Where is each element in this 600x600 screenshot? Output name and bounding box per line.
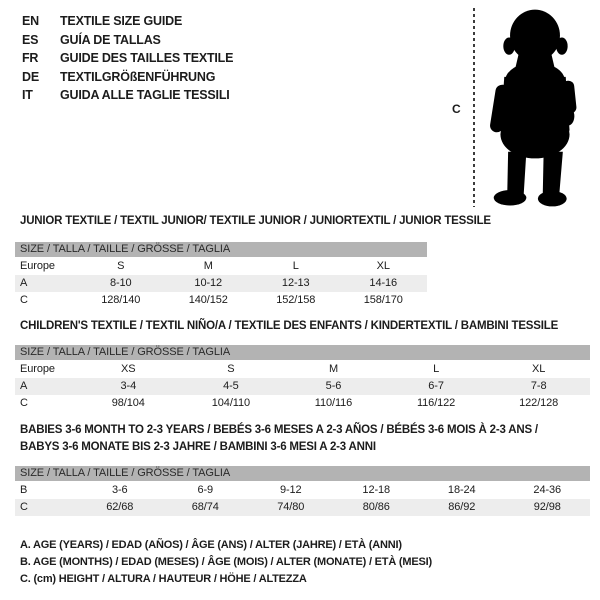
cell: 116/122 (416, 397, 456, 409)
cell: 62/68 (106, 501, 134, 513)
language-row-it (22, 86, 233, 105)
cell: 98/104 (111, 397, 145, 409)
babies-table-title-line1: BABIES 3-6 MONTH TO 2-3 YEARS / BEBÉS 3-6 MESES A 2-3 AÑOS / BÉBÉS 3-6 MOIS À 2-3 ANS / (20, 424, 538, 436)
height-dashed-line (473, 8, 475, 207)
cell: 4-5 (223, 380, 239, 392)
size-header-bar: SIZE / TALLA / TAILLE / GRÖSSE / TAGLIA (15, 466, 590, 481)
footnote-a: A. AGE (YEARS) / EDAD (AÑOS) / ÂGE (ANS) / ALTER (JAHRE) / ETÀ (ANNI) (20, 539, 402, 551)
table-row-b (15, 482, 590, 499)
row-label: A (20, 380, 28, 392)
row-label: Europe (20, 363, 55, 375)
cell: 80/86 (362, 501, 390, 513)
cell: 5-6 (325, 380, 342, 392)
cell: 7-8 (530, 380, 547, 392)
cell: 8-10 (109, 277, 132, 289)
table-row-europe (15, 258, 427, 275)
table-row-c (15, 292, 427, 309)
cell: M (203, 260, 213, 272)
children-table-title: CHILDREN'S TEXTILE / TEXTIL NIÑO/A / TEXTILE DES ENFANTS / KINDERTEXTIL / BAMBINI TESSILE (20, 320, 559, 332)
language-code: DE (22, 69, 39, 84)
language-code: FR (22, 51, 39, 65)
row-label: B (20, 484, 28, 496)
cell: 140/152 (188, 294, 228, 306)
junior-table-title: JUNIOR TEXTILE / TEXTIL JUNIOR/ TEXTILE JUNIOR / JUNIORTEXTIL / JUNIOR TESSILE (20, 215, 491, 227)
table-row-c (15, 499, 590, 516)
row-label: C (20, 397, 28, 409)
cell: 74/80 (277, 501, 305, 513)
language-label: GUIDA ALLE TAGLIE TESSILI (60, 88, 230, 102)
cell: 14-16 (369, 277, 398, 289)
language-header (22, 12, 233, 105)
cell: 3-4 (120, 380, 137, 392)
table-row-a (15, 378, 590, 395)
cell: 128/140 (101, 294, 141, 306)
cell: 68/74 (191, 501, 219, 513)
cell: L (433, 363, 440, 375)
language-code: IT (22, 88, 33, 102)
babies-table-title-line2: BABYS 3-6 MONATE BIS 2-3 JAHRE / BAMBINI 3-6 MESI A 2-3 ANNI (20, 441, 376, 453)
cell: 12-18 (362, 484, 391, 496)
cell: 158/170 (363, 294, 403, 306)
cell: 86/92 (448, 501, 476, 513)
size-header-bar: SIZE / TALLA / TAILLE / GRÖSSE / TAGLIA (15, 345, 590, 360)
cell: XL (532, 363, 546, 375)
children-size-table (15, 345, 590, 412)
language-row-fr (22, 49, 233, 68)
language-row-es (22, 31, 233, 50)
language-row-de (22, 68, 233, 87)
language-label: GUÍA DE TALLAS (60, 32, 161, 47)
cell: 10-12 (194, 277, 223, 289)
size-header-bar: SIZE / TALLA / TAILLE / GRÖSSE / TAGLIA (15, 242, 427, 257)
cell: 18-24 (447, 484, 476, 496)
cell: 6-9 (197, 484, 214, 496)
cell: XL (376, 260, 390, 272)
cell: 24-36 (533, 484, 562, 496)
babies-size-table (15, 466, 590, 516)
cell: XS (121, 363, 136, 375)
table-row-c (15, 395, 590, 412)
cell: 110/116 (314, 397, 353, 409)
footnotes (20, 537, 432, 588)
language-row-en (22, 12, 233, 31)
cell: 9-12 (279, 484, 302, 496)
height-measure-label: C (452, 102, 461, 116)
cell: 3-6 (111, 484, 128, 496)
cell: L (292, 260, 299, 272)
cell: S (117, 260, 125, 272)
cell: M (328, 363, 339, 375)
footnote-b: B. AGE (MONTHS) / EDAD (MESES) / ÂGE (MOIS) / ALTER (MONATE) / ETÀ (MESI) (20, 556, 432, 568)
language-code: EN (22, 14, 39, 28)
language-code: ES (22, 32, 39, 47)
table-row-a (15, 275, 427, 292)
cell: 92/98 (533, 501, 561, 513)
junior-size-table (15, 242, 427, 309)
table-row-europe (15, 361, 590, 378)
cell: 152/158 (276, 294, 316, 306)
language-label: TEXTILE SIZE GUIDE (60, 14, 183, 28)
row-label: C (20, 501, 28, 513)
toddler-silhouette-icon (487, 6, 583, 211)
cell: 6-7 (428, 380, 444, 392)
row-label: C (20, 294, 28, 306)
cell: S (227, 363, 235, 375)
cell: 122/128 (519, 397, 559, 409)
footnote-c: C. (cm) HEIGHT / ALTURA / HAUTEUR / HÖHE / ALTEZZA (20, 573, 307, 585)
language-label: GUIDE DES TAILLES TEXTILE (60, 51, 234, 65)
cell: 104/110 (211, 397, 251, 409)
cell: 12-13 (281, 277, 310, 289)
row-label: A (20, 277, 28, 289)
language-label: TEXTILGRÖßENFÜHRUNG (60, 69, 216, 84)
row-label: Europe (20, 260, 55, 272)
